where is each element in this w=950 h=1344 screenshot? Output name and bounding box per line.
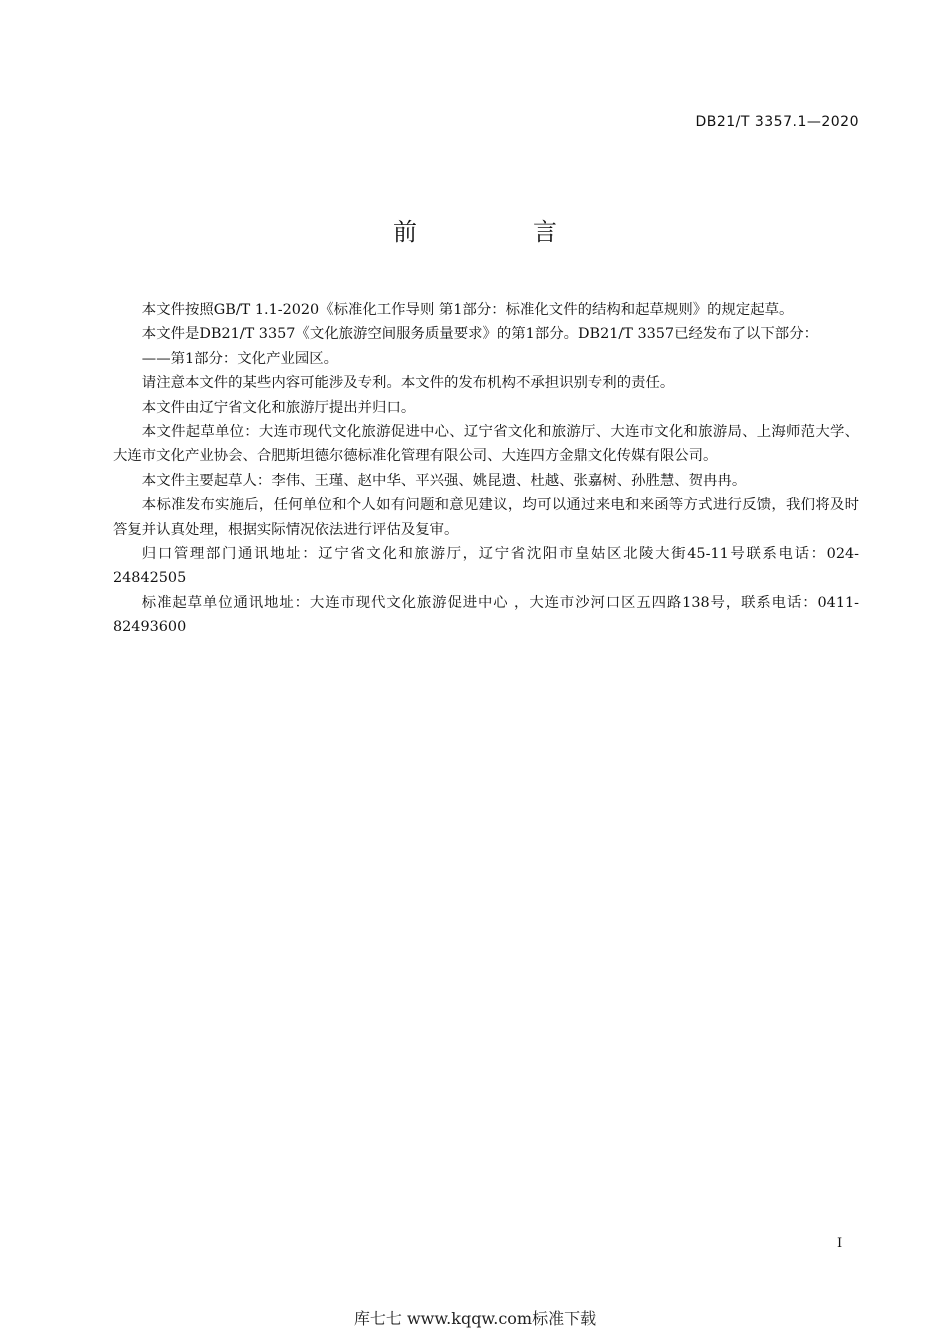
foreword-body (113, 298, 859, 640)
paragraph: 本文件起草单位：大连市现代文化旅游促进中心、辽宁省文化和旅游厅、大连市文化和旅游局、上海师范大学、大连市文化产业协会、合肥斯坦德尔德标准化管理有限公司、大连四方金鼎文化传媒有限公司。 (113, 424, 859, 465)
standard-code: DB21/T 3357.1—2020 (695, 114, 859, 130)
page-number: I (837, 1236, 843, 1251)
paragraph: 标准起草单位通讯地址：大连市现代文化旅游促进中心 ，大连市沙河口区五四路138号，联系电话：0411-82493600 (113, 594, 859, 636)
paragraph: 请注意本文件的某些内容可能涉及专利。本文件的发布机构不承担识别专利的责任。 (141, 375, 675, 392)
paragraph: 归口管理部门通讯地址：辽宁省文化和旅游厅，辽宁省沈阳市皇姑区北陵大街45-11号联系电话：024-24842505 (113, 546, 859, 587)
paragraph: 本文件主要起草人：李伟、王瑾、赵中华、平兴强、姚昆遗、杜越、张嘉树、孙胜慧、贺冉冉。 (141, 472, 747, 489)
watermark-text: 库七七 www.kqqw.com标准下载 (353, 1309, 597, 1328)
paragraph: 本文件按照GB/T 1.1-2020《标准化工作导则 第1部分：标准化文件的结构和起草规则》的规定起草。 (141, 302, 794, 318)
page-title: 前 言 (393, 218, 603, 246)
paragraph: 本标准发布实施后，任何单位和个人如有问题和意见建议，均可以通过来电和来函等方式进行反馈，我们将及时答复并认真处理，根据实际情况依法进行评估及复审。 (113, 497, 859, 538)
paragraph: 本文件由辽宁省文化和旅游厅提出并归口。 (141, 399, 416, 416)
paragraph: ——第1部分：文化产业园区。 (141, 350, 339, 367)
paragraph: 本文件是DB21/T 3357《文化旅游空间服务质量要求》的第1部分。DB21/T 3357已经发布了以下部分： (141, 326, 818, 343)
